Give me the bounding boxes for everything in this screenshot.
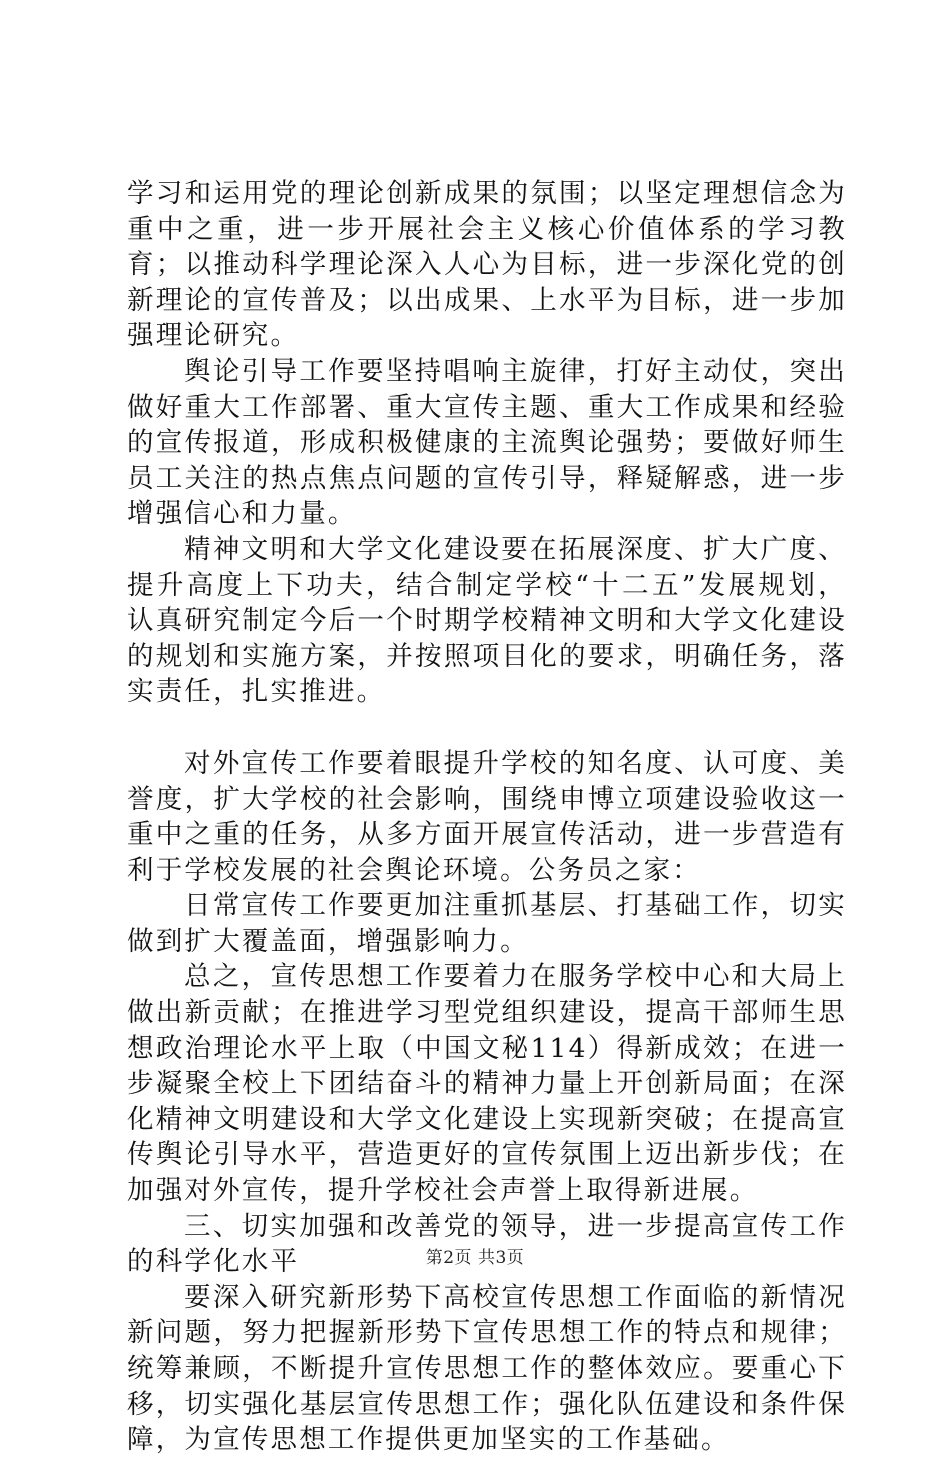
paragraph-spacer [127, 710, 847, 746]
section-heading: 三、切实加强和改善党的领导，进一步提高宣传工作的科学化水平 [127, 1210, 847, 1278]
body-paragraph-1: 学习和运用党的理论创新成果的氛围；以坚定理想信念为重中之重，进一步开展社会主义核心价值体系的学习教育；以推动科学理论深入人心为目标，进一步深化党的创新理论的宣传普及；以出成果、上水平为目标，进一步加强理论研究。 [127, 178, 847, 352]
page-number-footer: 第2页 共3页 [425, 1248, 525, 1268]
body-paragraph-7: 要深入研究新形势下高校宣传思想工作面临的新情况新问题，努力把握新形势下宣传思想工作的特点和规律；统筹兼顾，不断提升宣传思想工作的整体效应。要重心下移，切实强化基层宣传思想工作；强化队伍建设和条件保障，为宣传思想工作提供更加坚实的工作基础。 [127, 1281, 847, 1456]
body-paragraph-4: 对外宣传工作要着眼提升学校的知名度、认可度、美誉度，扩大学校的社会影响，围绕申博立项建设验收这一重中之重的任务，从多方面开展宣传活动，进一步营造有利于学校发展的社会舆论环境。公务员之家： [127, 747, 847, 886]
body-paragraph-5: 日常宣传工作要更加注重抓基层、打基础工作，切实做到扩大覆盖面，增强影响力。 [127, 890, 847, 957]
body-paragraph-6: 总之，宣传思想工作要着力在服务学校中心和大局上做出新贡献；在推进学习型党组织建设，提高干部师生思想政治理论水平上取（中国文秘114）得新成效；在进一步凝聚全校上下团结奋斗的精神力量上开创新局面；在深化精神文明建设和大学文化建设上实现新突破；在提高宣传舆论引导水平，营造更好的宣传氛围上迈出新步伐；在加强对外宣传，提升学校社会声誉上取得新进展。 [127, 961, 847, 1207]
body-paragraph-3: 精神文明和大学文化建设要在拓展深度、扩大广度、提升高度上下功夫，结合制定学校“十二五”发展规划，认真研究制定今后一个时期学校精神文明和大学文化建设的规划和实施方案，并按照项目化的要求，明确任务，落实责任，扎实推进。 [127, 533, 847, 708]
body-paragraph-2: 舆论引导工作要坚持唱响主旋律，打好主动仗，突出做好重大工作部署、重大宣传主题、重大工作成果和经验的宣传报道，形成积极健康的主流舆论强势；要做好师生员工关注的热点焦点问题的宣传引导，释疑解惑，进一步增强信心和力量。 [127, 355, 847, 530]
